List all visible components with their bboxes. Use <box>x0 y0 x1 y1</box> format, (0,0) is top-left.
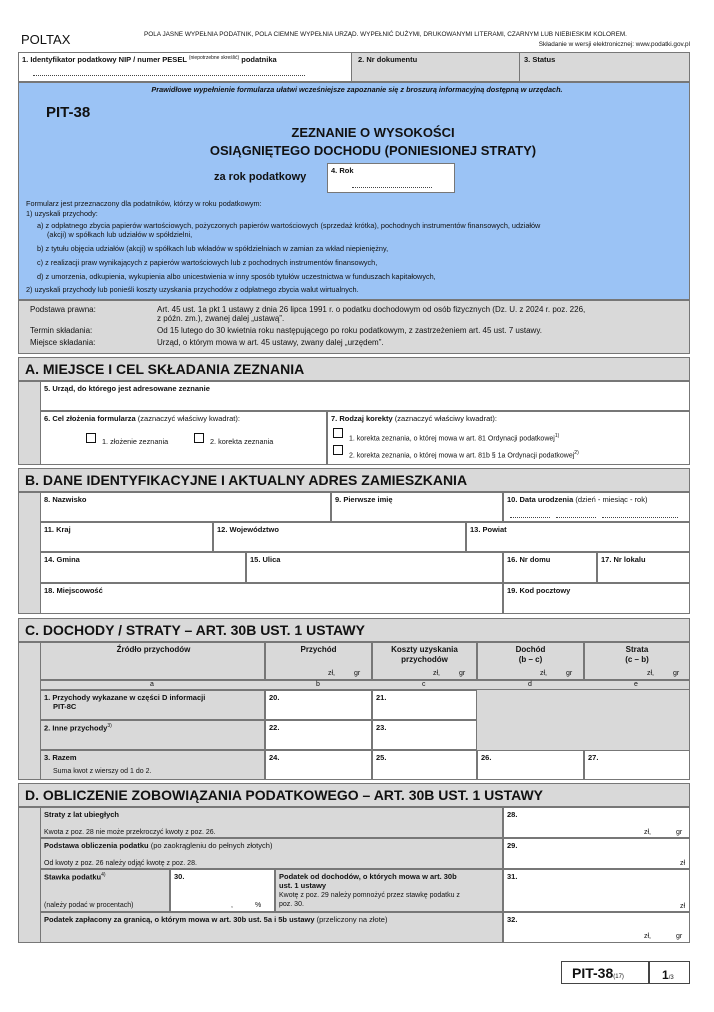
tax-office-label: 5. Urząd, do którego jest adresowane zeznanie <box>44 384 210 393</box>
town-label: 18. Miejscowość <box>44 586 103 595</box>
header-instructions: POLA JASNE WYPEŁNIA PODATNIK, POLA CIEMNE WYPEŁNIA URZĄD. WYPEŁNIĆ DUŻYMI, DRUKOWANYMI LITERAMI, CZARNYM LUB NIEBIESKIM KOLOREM. <box>144 31 627 38</box>
field-32-zl: zł, <box>644 933 651 940</box>
birth-month-dots <box>556 517 596 518</box>
tax-base-label: Podstawa obliczenia podatku <box>44 841 149 850</box>
year-field-label: 4. Rok <box>331 166 354 175</box>
row-3-label-cell <box>40 750 265 780</box>
purpose-line-1: 1) uzyskali przychody: <box>26 209 98 218</box>
field-28-gr: gr <box>676 829 683 836</box>
surname-field[interactable] <box>40 492 331 522</box>
tax-amount-label-cell <box>275 869 503 912</box>
field-20-label: 20. <box>269 693 280 702</box>
title-line-1: ZEZNANIE O WYSOKOŚCI <box>291 125 455 140</box>
street-field[interactable] <box>246 552 503 583</box>
purpose-field <box>40 411 327 465</box>
place: Urząd, o którym mowa w art. 45 ustawy, zwany dalej „urzędem”. <box>157 338 384 347</box>
letters-row <box>40 680 690 690</box>
voivodeship-field[interactable] <box>213 522 466 552</box>
field-30-percent: % <box>255 902 262 909</box>
section-c-title: C. DOCHODY / STRATY – ART. 30B UST. 1 USTAWY <box>18 618 690 642</box>
tax-base-label-cell <box>40 838 503 869</box>
field-25[interactable] <box>372 750 477 780</box>
field-30-comma: , <box>231 902 233 909</box>
apartment-number-label: 17. Nr lokalu <box>601 555 646 564</box>
footnote-1-ref: 1) <box>554 433 560 439</box>
year-dots <box>352 187 432 188</box>
legal-basis-label: Podstawa prawna: <box>30 305 96 314</box>
house-number-field[interactable] <box>503 552 597 583</box>
municipality-field[interactable] <box>40 552 246 583</box>
county-field[interactable] <box>466 522 690 552</box>
letter-d: d <box>528 681 532 688</box>
place-label: Miejsce składania: <box>30 338 96 347</box>
field-28-label: 28. <box>507 810 518 819</box>
correction-option-2 <box>349 450 579 459</box>
col-costs-zl: zł, <box>433 670 440 677</box>
brand: POLTAX <box>21 32 71 47</box>
col-costs-gr: gr <box>459 670 466 677</box>
row-1-label-cell <box>40 690 265 720</box>
col-costs-label-2: przychodów <box>401 655 448 664</box>
county-label: 13. Powiat <box>470 525 507 534</box>
nip-pesel-dots <box>33 75 305 76</box>
deadline-label: Termin składania: <box>30 326 93 335</box>
field-21[interactable] <box>372 690 477 720</box>
foreign-tax-label: Podatek zapłacony za granicą, o którym mowa w art. 30b ust. 5a i 5b ustawy <box>44 915 315 924</box>
footnote-4-ref: 4) <box>101 872 106 878</box>
town-field[interactable] <box>40 583 503 614</box>
year-label: za rok podatkowy <box>214 171 307 183</box>
voivodeship-label: 12. Województwo <box>217 525 279 534</box>
section-b-title: B. DANE IDENTYFIKACYJNE I AKTUALNY ADRES ZAMIESZKANIA <box>18 468 690 492</box>
field-28[interactable] <box>503 807 690 838</box>
legal-basis-1: Art. 45 ust. 1a pkt 1 ustawy z dnia 26 lipca 1991 r. o podatku dochodowym od osób fizycznych (Dz. U. z 2024 r. poz. 226, <box>157 305 586 314</box>
footer-page <box>662 966 674 984</box>
field-24[interactable] <box>265 750 372 780</box>
field-30-label: 30. <box>174 872 185 881</box>
birth-date-note: (dzień - miesiąc - rok) <box>575 495 648 504</box>
country-field[interactable] <box>40 522 213 552</box>
col-income-header <box>265 642 372 680</box>
col-income-label: Przychód <box>300 645 337 654</box>
tax-rate-label: Stawka podatku <box>44 872 102 882</box>
intro-notice: Prawidłowe wypełnienie formularza ułatwi wcześniejsze zapoznanie się z broszurą informacyjną dostępną w urzędach. <box>151 85 563 94</box>
correction-type-label: 7. Rodzaj korekty <box>331 414 393 423</box>
purpose-option-2-checkbox[interactable] <box>194 433 204 443</box>
purpose-line-2: a) z odpłatnego zbycia papierów wartościowych, pożyczonych papierów wartościowych (sprzedaż krótka), pochodnych instrumentów finansowych, udziałów <box>37 221 541 230</box>
field-31[interactable] <box>503 869 690 912</box>
tax-amount-note-1: Kwotę z poz. 29 należy pomnożyć przez stawkę podatku z <box>279 892 460 899</box>
first-name-field[interactable] <box>331 492 503 522</box>
correction-option-1-checkbox[interactable] <box>333 428 343 438</box>
nip-pesel-field[interactable] <box>18 52 352 82</box>
birth-date-label: 10. Data urodzenia <box>507 495 574 504</box>
row-3-note: Suma kwot z wierszy od 1 do 2. <box>53 768 152 775</box>
birth-year-dots <box>602 517 678 518</box>
col-gain-zl: zł, <box>540 670 547 677</box>
birth-day-dots <box>510 517 550 518</box>
field-29-zl: zł <box>680 860 686 867</box>
tax-rate-label-cell <box>40 869 170 912</box>
field-32-label: 32. <box>507 915 518 924</box>
footer-page-box <box>649 961 690 984</box>
row-2-label: 2. Inne przychody <box>44 723 108 733</box>
prior-losses-label-cell <box>40 807 503 838</box>
col-gain-label-2: (b – c) <box>518 655 543 664</box>
field-23-label: 23. <box>376 723 387 732</box>
col-loss-gr: gr <box>673 670 680 677</box>
footer-form-code <box>572 965 624 983</box>
footer-code: PIT-38 <box>572 965 614 981</box>
apartment-number-field[interactable] <box>597 552 690 583</box>
title-line-2: OSIĄGNIĘTEGO DOCHODU (PONIESIONEJ STRATY) <box>209 143 537 158</box>
purpose-option-2-label: 2. korekta zeznania <box>210 437 274 446</box>
status-label: 3. Status <box>524 55 556 64</box>
field-26-label: 26. <box>481 753 492 762</box>
field-32[interactable] <box>503 912 690 943</box>
field-22[interactable] <box>265 720 372 750</box>
field-24-label: 24. <box>269 753 280 762</box>
purpose-line-4: b) z tytułu objęcia udziałów (akcji) w spółkach lub wkładów w spółdzielniach w zamian za wkład niepieniężny, <box>37 244 389 253</box>
first-name-label: 9. Pierwsze imię <box>335 495 393 504</box>
field-25-label: 25. <box>376 753 387 762</box>
letter-a: a <box>150 681 154 688</box>
municipality-label: 14. Gmina <box>44 555 80 564</box>
row-3-label: 3. Razem <box>44 753 77 762</box>
prior-losses-note: Kwota z poz. 28 nie może przekroczyć kwoty z poz. 26. <box>44 829 216 836</box>
field-27[interactable] <box>584 750 690 780</box>
field-29[interactable] <box>503 838 690 869</box>
nip-pesel-label: 1. Identyfikator podatkowy NIP / numer PESEL <box>22 55 187 64</box>
tax-base-label-note: (po zaokrągleniu do pełnych złotych) <box>150 841 273 850</box>
footer-page-total: /3 <box>668 975 674 981</box>
surname-label: 8. Nazwisko <box>44 495 87 504</box>
letter-c: c <box>422 681 426 688</box>
footer-form-code-box <box>561 961 649 984</box>
col-source-label: Źródło przychodów <box>116 645 191 654</box>
doc-number-divider <box>519 52 520 82</box>
correction-option-1 <box>349 433 559 442</box>
purpose-option-1-checkbox[interactable] <box>86 433 96 443</box>
row-1-label: 1. Przychody wykazane w części D informacji <box>44 693 206 702</box>
nip-pesel-note: (niepotrzebne skreślić) <box>188 55 240 61</box>
legal-basis-2: z późn. zm.), zwanej dalej „ustawą”. <box>157 314 285 323</box>
col-loss-label-1: Strata <box>625 645 649 654</box>
purpose-line-7: 2) uzyskali przychody lub ponieśli koszty uzyskania przychodów z odpłatnego zbycia walut wirtualnych. <box>26 285 359 294</box>
col-source-header <box>40 642 265 680</box>
correction-option-2-label: 2. korekta zeznania, o której mowa w art. 81b § 1a Ordynacji podatkowej <box>349 452 575 460</box>
field-31-label: 31. <box>507 872 518 881</box>
row-2-label-cell <box>40 720 265 750</box>
col-costs-label-1: Koszty uzyskania <box>391 645 458 654</box>
tax-base-note: Od kwoty z poz. 26 należy odjąć kwotę z poz. 28. <box>44 860 197 867</box>
field-27-label: 27. <box>588 753 599 762</box>
col-income-zl: zł, <box>328 670 335 677</box>
purpose-line-3: (akcji) w spółkach lub udziałów w spółdzielni, <box>47 230 193 239</box>
letter-b: b <box>316 681 320 688</box>
purpose-note: (zaznaczyć właściwy kwadrat): <box>137 414 240 423</box>
birth-date-field[interactable] <box>503 492 690 522</box>
tax-office-field[interactable] <box>40 381 690 411</box>
tax-amount-label-1: Podatek od dochodów, o których mowa w art. 30b <box>279 872 457 881</box>
col-loss-label-2: (c – b) <box>625 655 649 664</box>
col-costs-header <box>372 642 477 680</box>
tax-rate-note: (należy podać w procentach) <box>44 902 134 909</box>
section-a-title: A. MIEJSCE I CEL SKŁADANIA ZEZNANIA <box>18 357 690 381</box>
footnote-2-ref: 2) <box>574 450 579 456</box>
correction-type-note: (zaznaczyć właściwy kwadrat): <box>394 414 497 423</box>
field-26[interactable] <box>477 750 584 780</box>
section-d-title: D. OBLICZENIE ZOBOWIĄZANIA PODATKOWEGO – ART. 30B UST. 1 USTAWY <box>18 783 690 807</box>
header-electronic: Składanie w wersji elektronicznej: www.podatki.gov.pl <box>538 41 690 48</box>
field-30[interactable] <box>170 869 275 912</box>
country-label: 11. Kraj <box>44 525 71 534</box>
letter-e: e <box>634 681 638 688</box>
doc-number-label: 2. Nr dokumentu <box>358 55 418 64</box>
nip-pesel-tail: podatnika <box>241 55 277 64</box>
col-income-gr: gr <box>354 670 361 677</box>
prior-losses-label: Straty z lat ubiegłych <box>44 810 120 819</box>
col-gain-header <box>477 642 584 680</box>
field-21-label: 21. <box>376 693 387 702</box>
postal-code-label: 19. Kod pocztowy <box>507 586 571 595</box>
year-field[interactable] <box>327 163 455 193</box>
correction-option-1-label: 1. korekta zeznania, o której mowa w art. 81 Ordynacji podatkowej <box>349 435 555 443</box>
field-29-label: 29. <box>507 841 518 850</box>
col-loss-header <box>584 642 690 680</box>
foreign-tax-note: (przeliczony na złote) <box>316 915 388 924</box>
form-code: PIT-38 <box>46 104 91 121</box>
footer-version: (17) <box>613 974 624 980</box>
tax-amount-label-2: ust. 1 ustawy <box>279 881 327 890</box>
purpose-option-1-label: 1. złożenie zeznania <box>102 437 169 446</box>
col-gain-label-1: Dochód <box>515 645 546 654</box>
purpose-line-5: c) z realizacji praw wynikających z papierów wartościowych lub z pochodnych instrumentów finansowych, <box>37 258 378 267</box>
house-number-label: 16. Nr domu <box>507 555 551 564</box>
postal-code-field[interactable] <box>503 583 690 614</box>
purpose-line-6: d) z umorzenia, odkupienia, wykupienia albo unicestwienia w inny sposób tytułów uczestnictwa w funduszach kapitałowych, <box>37 272 436 281</box>
field-28-zl: zł, <box>644 829 651 836</box>
foreign-tax-label-cell <box>40 912 503 943</box>
col-gain-gr: gr <box>566 670 573 677</box>
row-1-label-2: PIT-8C <box>53 702 77 711</box>
purpose-label: 6. Cel złożenia formularza <box>44 414 136 423</box>
col-loss-zl: zł, <box>647 670 654 677</box>
street-label: 15. Ulica <box>250 555 281 564</box>
field-23[interactable] <box>372 720 477 750</box>
footer-page-number: 1 <box>662 968 669 982</box>
footnote-3-ref: 3) <box>107 723 112 729</box>
field-20[interactable] <box>265 690 372 720</box>
purpose-line-0: Formularz jest przeznaczony dla podatników, którzy w roku podatkowym: <box>26 199 262 208</box>
field-22-label: 22. <box>269 723 280 732</box>
tax-amount-note-2: poz. 30. <box>279 901 304 908</box>
field-32-gr: gr <box>676 933 683 940</box>
field-31-zl: zł <box>680 903 686 910</box>
deadline: Od 15 lutego do 30 kwietnia roku następującego po roku podatkowym, z zastrzeżeniem art. 45 ust. 7 ustawy. <box>157 326 542 335</box>
correction-option-2-checkbox[interactable] <box>333 445 343 455</box>
